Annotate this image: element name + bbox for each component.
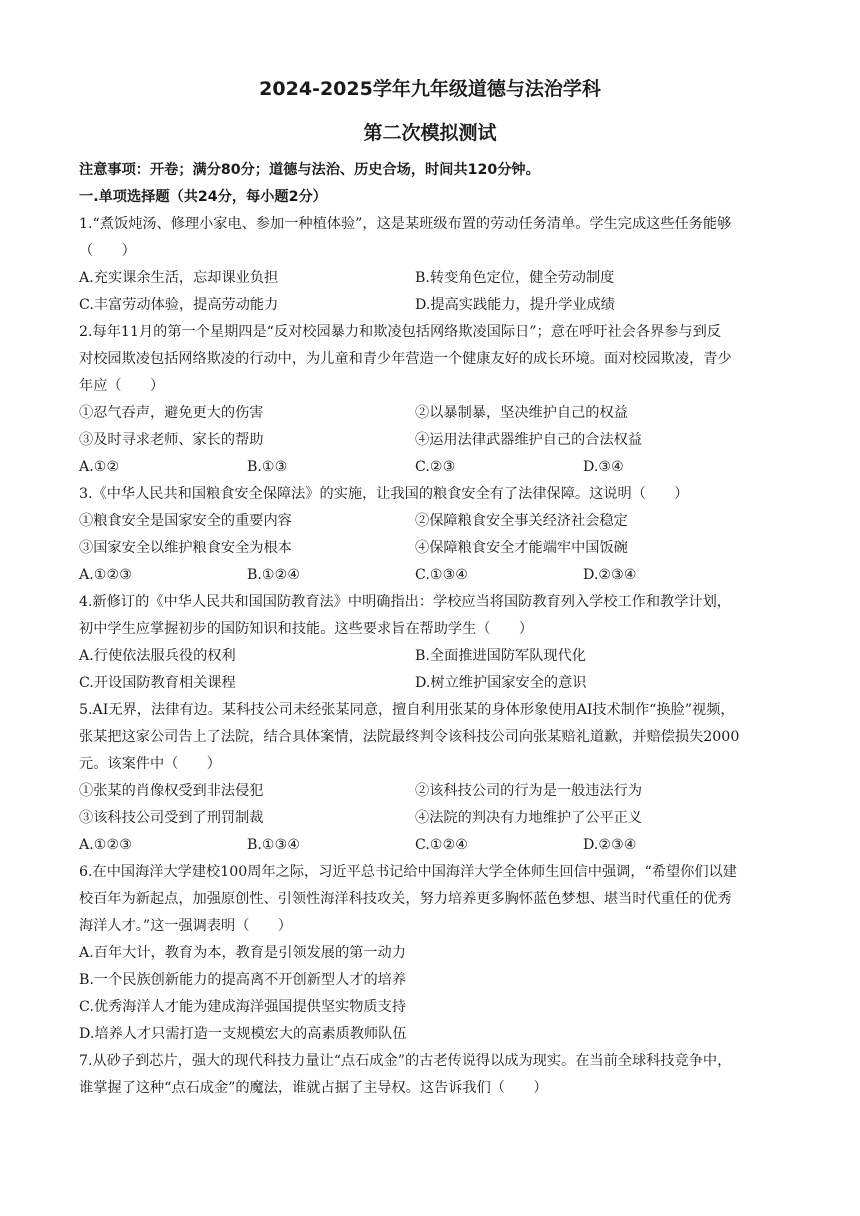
- statement-row: [79, 511, 789, 531]
- option-d[interactable]: D.培养人才只需打造一支规模宏大的高素质教师队伍: [79, 1026, 407, 1042]
- option-b[interactable]: B.一个民族创新能力的提高离不开创新型人才的培养: [79, 972, 407, 988]
- question-stem-line: 2.每年11月的第一个星期四是“反对校园暴力和欺凌包括网络欺凌国际日”；意在呼吁社会各界参与到反: [79, 324, 721, 340]
- statement-row: [79, 781, 789, 801]
- option-c[interactable]: C.②③: [415, 459, 456, 475]
- statement-4: ④运用法律武器维护自己的合法权益: [415, 432, 643, 448]
- question-stem-line: 6.在中国海洋大学建校100周年之际，习近平总书记给中国海洋大学全体师生回信中强调，“希望你们以建: [79, 864, 737, 880]
- option-d[interactable]: D.②③④: [583, 837, 637, 853]
- statement-row: [79, 538, 789, 558]
- option-d[interactable]: D.提高实践能力，提升学业成绩: [415, 297, 615, 313]
- statement-1: ①粮食安全是国家安全的重要内容: [79, 513, 292, 529]
- option-row: [79, 295, 789, 315]
- question-stem-line: 校百年为新起点，加强原创性、引领性海洋科技攻关，努力培养更多胸怀蓝色梦想、堪当时代重任的优秀: [79, 891, 732, 907]
- option-a[interactable]: A.①②③: [79, 567, 132, 583]
- statement-1: ①忍气吞声，避免更大的伤害: [79, 405, 264, 421]
- option-a[interactable]: A.①②: [79, 459, 120, 475]
- option-b[interactable]: B.转变角色定位，健全劳动制度: [415, 270, 615, 286]
- statement-row: [79, 808, 789, 828]
- question-stem-line: 3.《中华人民共和国粮食安全保障法》的实施，让我国的粮食安全有了法律保障。这说明（ ）: [79, 486, 689, 502]
- statement-1: ①张某的肖像权受到非法侵犯: [79, 783, 264, 799]
- option-row: [79, 646, 789, 666]
- option-d[interactable]: D.②③④: [583, 567, 637, 583]
- question-stem-line: 对校园欺凌包括网络欺凌的行动中，为儿童和青少年营造一个健康友好的成长环境。面对校园欺凌，青少: [79, 351, 732, 367]
- option-c[interactable]: C.开设国防教育相关课程: [79, 675, 236, 691]
- statement-3: ③及时寻求老师、家长的帮助: [79, 432, 264, 448]
- question-stem-line: 初中学生应掌握初步的国防知识和技能。这些要求旨在帮助学生（ ）: [79, 621, 534, 637]
- question-stem-line: 元。该案件中（ ）: [79, 756, 221, 772]
- question-stem-line: 1.“煮饭炖汤、修理小家电、参加一种植体验”，这是某班级布置的劳动任务清单。学生完成这些任务能够: [79, 216, 732, 232]
- notice-text: 注意事项：开卷；满分80分；道德与法治、历史合场，时间共120分钟。: [79, 162, 540, 178]
- option-c[interactable]: C.丰富劳动体验，提高劳动能力: [79, 297, 279, 313]
- section-heading: 一.单项选择题（共24分，每小题2分）: [79, 189, 327, 205]
- statement-2: ②保障粮食安全事关经济社会稳定: [415, 513, 628, 529]
- option-row: [79, 673, 789, 693]
- option-b[interactable]: B.①③: [247, 459, 288, 475]
- option-c[interactable]: C.优秀海洋人才能为建成海洋强国提供坚实物质支持: [79, 999, 406, 1015]
- option-c[interactable]: C.①③④: [415, 567, 469, 583]
- question-stem-line: 谁掌握了这种“点石成金”的魔法，谁就占据了主导权。这告诉我们（ ）: [79, 1080, 548, 1096]
- option-a[interactable]: A.行使依法服兵役的权利: [79, 648, 236, 664]
- option-b[interactable]: B.①③④: [247, 837, 301, 853]
- exam-subtitle: 第二次模拟测试: [363, 122, 497, 144]
- option-b[interactable]: B.全面推进国防军队现代化: [415, 648, 586, 664]
- option-d[interactable]: D.树立维护国家安全的意识: [415, 675, 587, 691]
- statement-row: [79, 430, 789, 450]
- option-d[interactable]: D.③④: [583, 459, 624, 475]
- question-stem-line: 海洋人才。”这一强调表明（ ）: [79, 918, 292, 934]
- statement-row: [79, 403, 789, 423]
- question-stem-line: （ ）: [79, 243, 136, 259]
- option-a[interactable]: A.百年大计，教育为本，教育是引领发展的第一动力: [79, 945, 406, 961]
- option-row: [79, 268, 789, 288]
- question-stem-line: 张某把这家公司告上了法院，结合具体案情，法院最终判令该科技公司向张某赔礼道歉，并赔偿损失2000: [79, 729, 740, 745]
- statement-2: ②以暴制暴，坚决维护自己的权益: [415, 405, 628, 421]
- question-stem-line: 年应（ ）: [79, 378, 165, 394]
- statement-3: ③国家安全以维护粮食安全为根本: [79, 540, 292, 556]
- option-a[interactable]: A.①②③: [79, 837, 132, 853]
- statement-2: ②该科技公司的行为是一般违法行为: [415, 783, 643, 799]
- statement-4: ④法院的判决有力地维护了公平正义: [415, 810, 643, 826]
- question-stem-line: 5.AI无界，法律有边。某科技公司未经张某同意，擅自利用张某的身体形象使用AI技术制作“换脸”视频，: [79, 702, 735, 718]
- exam-title: 2024-2025学年九年级道德与法治学科: [259, 78, 601, 100]
- statement-3: ③该科技公司受到了刑罚制裁: [79, 810, 264, 826]
- option-c[interactable]: C.①②④: [415, 837, 469, 853]
- option-b[interactable]: B.①②④: [247, 567, 301, 583]
- question-stem-line: 7.从砂子到芯片，强大的现代科技力量让“点石成金”的古老传说得以成为现实。在当前全球科技竞争中，: [79, 1053, 732, 1069]
- option-a[interactable]: A.充实课余生活，忘却课业负担: [79, 270, 279, 286]
- question-stem-line: 4.新修订的《中华人民共和国国防教育法》中明确指出：学校应当将国防教育列入学校工作和教学计划，: [79, 594, 731, 610]
- statement-4: ④保障粮食安全才能端牢中国饭碗: [415, 540, 628, 556]
